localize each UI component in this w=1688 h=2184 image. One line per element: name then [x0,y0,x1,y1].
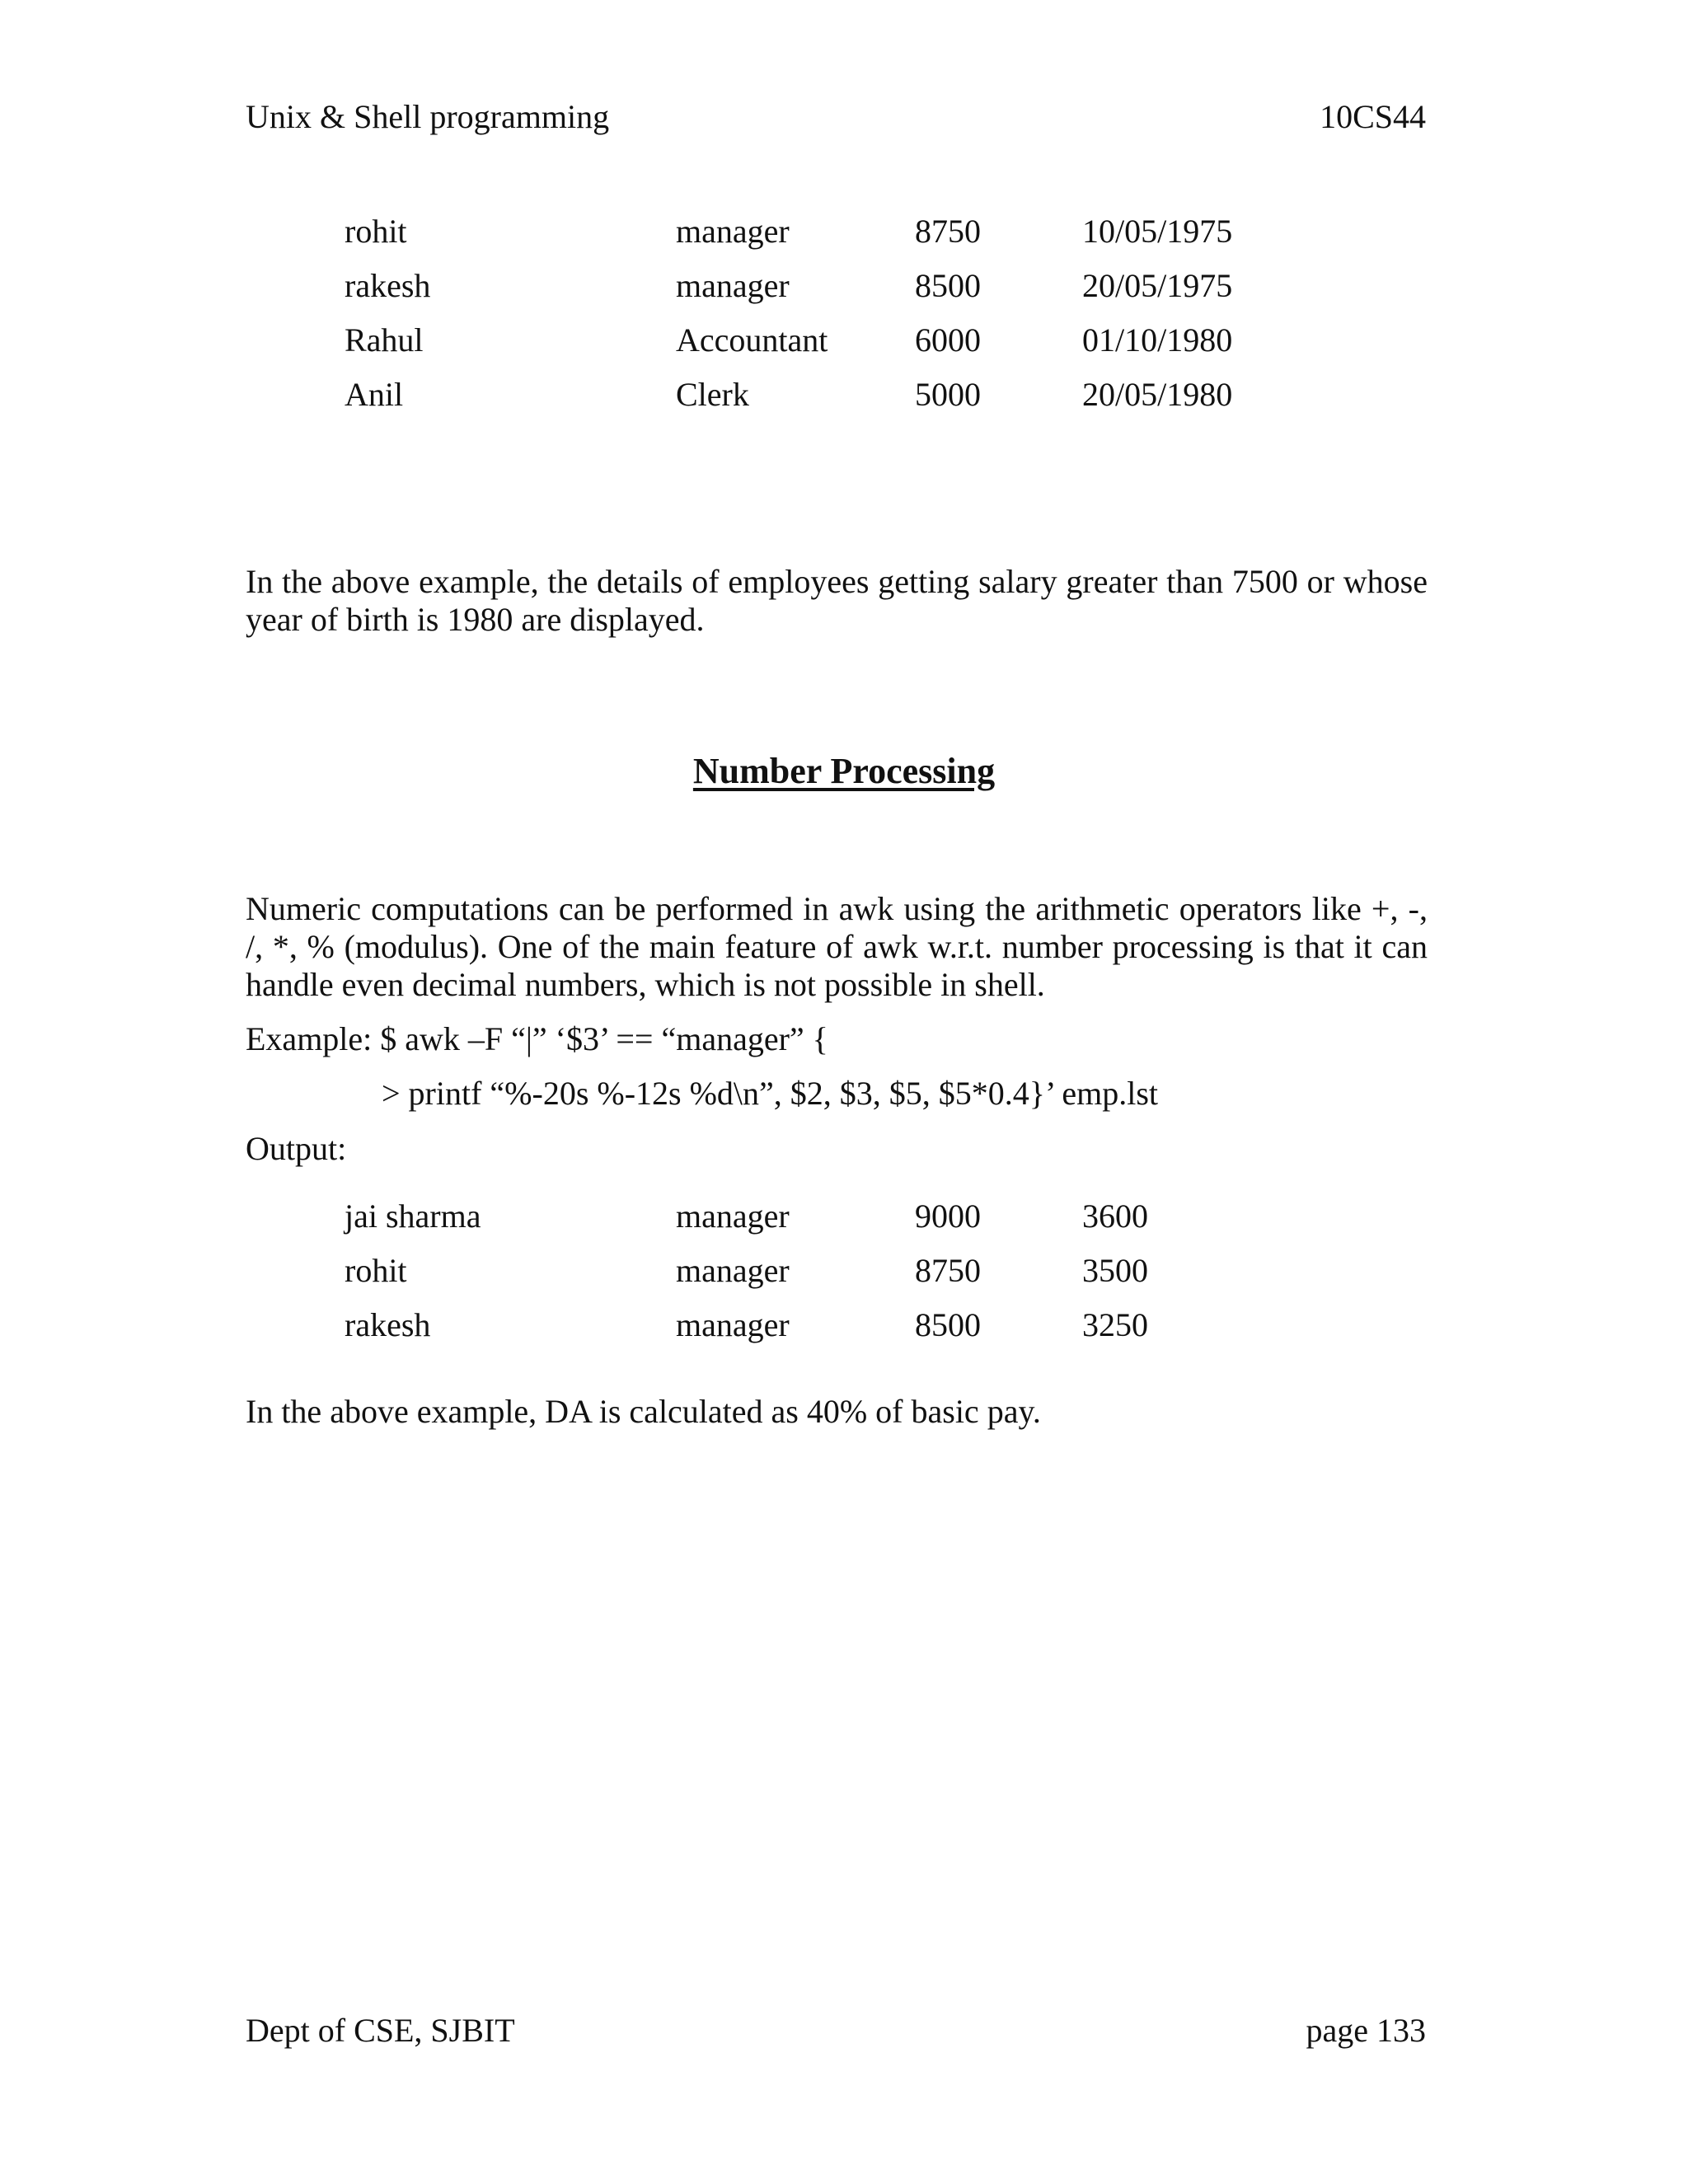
output-label: Output: [246,1130,347,1167]
table-cell: 20/05/1980 [1082,376,1233,413]
table-cell: manager [676,267,790,304]
table-cell: 3600 [1082,1197,1148,1235]
table-cell: Anil [345,376,404,413]
table-row [345,313,1329,368]
table-cell: 8500 [915,1306,981,1343]
section-heading: Number Processing [692,751,996,791]
table-cell: 01/10/1980 [1082,321,1233,359]
table-row [345,1189,1329,1244]
table-row [345,204,1329,259]
footer-department: Dept of CSE, SJBIT [246,2012,515,2049]
table-cell: Accountant [676,321,828,359]
table-cell: manager [676,1252,790,1289]
table-cell: manager [676,1197,790,1235]
table-cell: rakesh [345,267,431,304]
output-table [345,1189,1329,1352]
table-cell: 5000 [915,376,981,413]
table-cell: Rahul [345,321,424,359]
table-cell: 8500 [915,267,981,304]
conclusion-paragraph: In the above example, DA is calculated as 40% of basic pay. [246,1393,1041,1430]
table-cell: 8750 [915,213,981,250]
table-cell: rohit [345,213,407,250]
table-cell: 6000 [915,321,981,359]
table-row [345,1298,1329,1352]
intro-paragraph: Numeric computations can be performed in awk using the arithmetic operators like +, -, /, *, % (modulus). One of the main feature of awk w.r.t. number processing is that it can handle even decimal numbers, which is not possible in shell. [246,890,1428,1003]
table-cell: manager [676,1306,790,1343]
explanation-paragraph: In the above example, the details of employees getting salary greater than 7500 or whose year of birth is 1980 are displayed. [246,563,1428,638]
table-cell: jai sharma [345,1197,481,1235]
table-cell: 8750 [915,1252,981,1289]
table-cell: 3500 [1082,1252,1148,1289]
table-cell: 10/05/1975 [1082,213,1233,250]
table-cell: 3250 [1082,1306,1148,1343]
table-row [345,1244,1329,1298]
table-cell: rakesh [345,1306,431,1343]
example-command-line: Example: $ awk –F “|” ‘$3’ == “manager” { [246,1020,828,1057]
table-cell: 9000 [915,1197,981,1235]
employee-table-top [345,204,1329,422]
table-cell: manager [676,213,790,250]
table-cell: 20/05/1975 [1082,267,1233,304]
table-cell: Clerk [676,376,749,413]
header-title: Unix & Shell programming [246,98,610,135]
header-course-code: 10CS44 [1320,98,1426,135]
table-row [345,368,1329,422]
printf-command-line: > printf “%-20s %-12s %d\n”, $2, $3, $5, $5*0.4}’ emp.lst [382,1075,1158,1112]
footer-page-number: page 133 [1306,2012,1426,2049]
table-cell: rohit [345,1252,407,1289]
table-row [345,259,1329,313]
